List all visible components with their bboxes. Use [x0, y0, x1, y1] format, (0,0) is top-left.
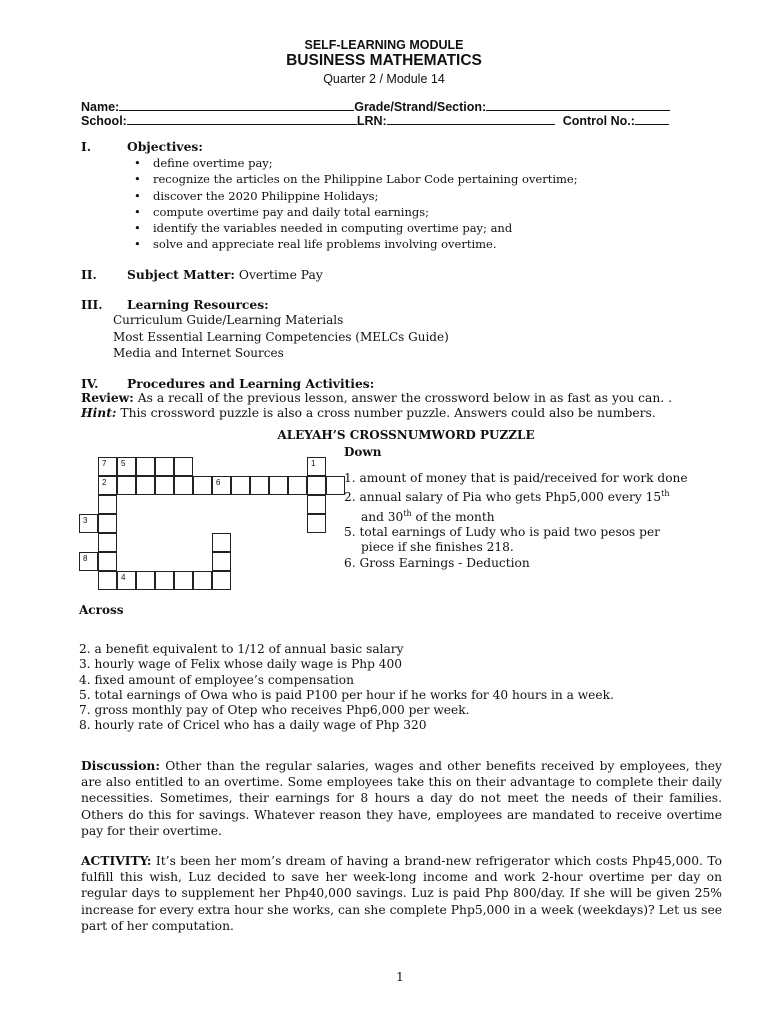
crossword-cell[interactable]	[79, 514, 98, 533]
crossword-cell[interactable]	[288, 476, 307, 495]
down-title: Down	[344, 445, 382, 459]
crossword-cell[interactable]	[136, 571, 155, 590]
across-clue: 5. total earnings of Owa who is paid P100 per hour if he works for 40 hours in a week.	[79, 687, 614, 702]
down-clue-1: 1. amount of money that is paid/received for work done	[344, 471, 688, 485]
resources-title: Learning Resources:	[127, 297, 269, 312]
discussion-paragraph	[81, 758, 722, 839]
crossword-cell[interactable]	[98, 514, 117, 533]
crossword-cell[interactable]	[174, 457, 193, 476]
list-item: • define overtime pay;	[130, 155, 690, 171]
objectives-num: I.	[81, 139, 92, 154]
down-clue-5: 5. total earnings of Ludy who is paid two pesos per	[344, 525, 661, 540]
procedures-num: IV.	[81, 376, 99, 391]
crossword-cell[interactable]	[98, 571, 117, 590]
list-item: • identify the variables needed in computing overtime pay; and	[130, 220, 690, 236]
across-clues	[79, 642, 719, 734]
lrn-label: LRN:	[356, 114, 387, 128]
objectives-title: Objectives:	[127, 139, 203, 154]
clue-number-8: 8	[83, 554, 88, 563]
crossword-cell[interactable]	[307, 457, 326, 476]
crossword-cell[interactable]	[136, 457, 155, 476]
control-label: Control No.:	[562, 114, 635, 128]
crossword-cell[interactable]	[250, 476, 269, 495]
down-clue-2-cont: and 30th of the month	[361, 508, 495, 524]
crossword-cell[interactable]	[98, 552, 117, 571]
crossword-cell[interactable]	[98, 476, 117, 495]
crossword-cell[interactable]	[155, 457, 174, 476]
crossword-cell[interactable]	[117, 457, 136, 476]
list-item: Media and Internet Sources	[113, 346, 284, 360]
across-clue: 2. a benefit equivalent to 1/12 of annual basic salary	[79, 642, 404, 656]
clue-number-5: 5	[121, 459, 126, 468]
clue-number-2: 2	[102, 478, 107, 487]
subject-title: BUSINESS MATHEMATICS	[286, 52, 482, 69]
list-item: • solve and appreciate real life problems involving overtime.	[130, 236, 690, 252]
across-clue: 4. fixed amount of employee’s compensation	[79, 672, 354, 687]
activity-text: It’s been her mom’s dream of having a brand-new refrigerator which costs Php45,000. To fulfill this wish, Luz decided to save her week-long income and work 2-hour overtime per day on regular days to supplement her Php40,000 savings. Luz is paid Php 800/day. If she will be given 25% increase for every extra hour she works, can she complete Php5,000 in a week (weekdays)? Let us see part of her computation.	[81, 854, 722, 933]
grade-label: Grade/Strand/Section:	[354, 100, 487, 114]
crossword-cell[interactable]	[136, 476, 155, 495]
objectives-list	[130, 155, 690, 253]
down-clues	[344, 471, 724, 571]
crossword-cell[interactable]	[155, 476, 174, 495]
subject-matter-title: Subject Matter:	[127, 267, 235, 282]
review-label: Review:	[81, 390, 134, 405]
crossword-cell[interactable]	[269, 476, 288, 495]
list-item: • discover the 2020 Philippine Holidays;	[130, 188, 690, 204]
across-clue: 8. hourly rate of Cricel who has a daily wage of Php 320	[79, 718, 427, 733]
hint-text: This crossword puzzle is also a cross number puzzle. Answers could also be numbers.	[120, 406, 656, 420]
school-label: School:	[81, 114, 127, 128]
list-item: • recognize the articles on the Philippine Labor Code pertaining overtime;	[130, 171, 690, 187]
subject-matter	[127, 267, 323, 282]
review-text: As a recall of the previous lesson, answer the crossword below in as fast as you can. .	[137, 391, 673, 405]
down-clue-2: 2. annual salary of Pia who gets Php5,000 every 15th	[344, 489, 670, 505]
quarter-module: Quarter 2 / Module 14	[323, 72, 445, 86]
down-clue-6: 6. Gross Earnings - Deduction	[344, 555, 530, 570]
crossword-cell[interactable]	[98, 533, 117, 552]
crossword-cell[interactable]	[231, 476, 250, 495]
crossword-cell[interactable]	[98, 495, 117, 514]
list-item: • compute overtime pay and daily total earnings;	[130, 204, 690, 220]
clue-number-3: 3	[83, 516, 88, 525]
crossword-cell[interactable]	[79, 552, 98, 571]
activity-label: ACTIVITY:	[81, 853, 152, 868]
crossword-cell[interactable]	[326, 476, 345, 495]
discussion-label: Discussion:	[81, 758, 160, 773]
crossword-cell[interactable]	[98, 457, 117, 476]
crossword-cell[interactable]	[174, 571, 193, 590]
crossword-cell[interactable]	[117, 571, 136, 590]
module-title: SELF-LEARNING MODULE	[304, 38, 464, 52]
crossword-cell[interactable]	[193, 571, 212, 590]
discussion-text: Other than the regular salaries, wages and other benefits received by employees, they are also entitled to an overtime. Some employees take this on their advantage to complete their daily necessities. Sometimes, their earnings for 8 hours a day do not meet the needs of their families. Others do this for savings. Whatever reason they have, employees are mandated to receive overtime pay for their overtime.	[81, 759, 722, 838]
lrn-field[interactable]	[387, 112, 555, 125]
form-row-2	[81, 112, 669, 128]
list-item: Curriculum Guide/Learning Materials	[113, 313, 344, 327]
down-clue-5-cont: piece if she finishes 218.	[361, 540, 514, 555]
clue-number-6: 6	[216, 478, 221, 487]
crossword-cell[interactable]	[193, 476, 212, 495]
review-line	[81, 390, 672, 405]
across-clue: 7. gross monthly pay of Otep who receives Php6,000 per week.	[79, 703, 470, 718]
clue-number-7: 7	[102, 459, 107, 468]
crossword-cell[interactable]	[307, 476, 326, 495]
hint-line	[81, 405, 656, 420]
grade-field[interactable]	[486, 98, 670, 111]
puzzle-title: ALEYAH’S CROSSNUMWORD PUZZLE	[277, 428, 535, 442]
clue-number-4: 4	[121, 573, 126, 582]
crossword-cell[interactable]	[174, 476, 193, 495]
crossword-cell[interactable]	[307, 514, 326, 533]
name-label: Name:	[81, 100, 120, 114]
across-clue: 3. hourly wage of Felix whose daily wage is Php 400	[79, 657, 403, 672]
crossword-cell[interactable]	[212, 533, 231, 552]
crossword-cell[interactable]	[212, 571, 231, 590]
hint-label: Hint:	[81, 405, 117, 420]
list-item: Most Essential Learning Competencies (MELCs Guide)	[113, 329, 449, 344]
control-field[interactable]	[635, 112, 669, 125]
resources-list	[113, 312, 449, 362]
subject-matter-num: II.	[81, 267, 97, 282]
clue-number-1: 1	[311, 459, 316, 468]
activity-paragraph	[81, 853, 722, 934]
resources-num: III.	[81, 297, 103, 312]
subject-matter-value: Overtime Pay	[238, 268, 323, 282]
name-field[interactable]	[119, 98, 354, 111]
crossword-cell[interactable]	[212, 476, 231, 495]
crossword-cell[interactable]	[307, 495, 326, 514]
page-number: 1	[396, 970, 404, 984]
school-field[interactable]	[127, 112, 357, 125]
crossword-cell[interactable]	[155, 571, 174, 590]
across-title: Across	[79, 603, 124, 617]
crossword-cell[interactable]	[212, 552, 231, 571]
crossword-cell[interactable]	[117, 476, 136, 495]
procedures-title: Procedures and Learning Activities:	[127, 376, 375, 391]
